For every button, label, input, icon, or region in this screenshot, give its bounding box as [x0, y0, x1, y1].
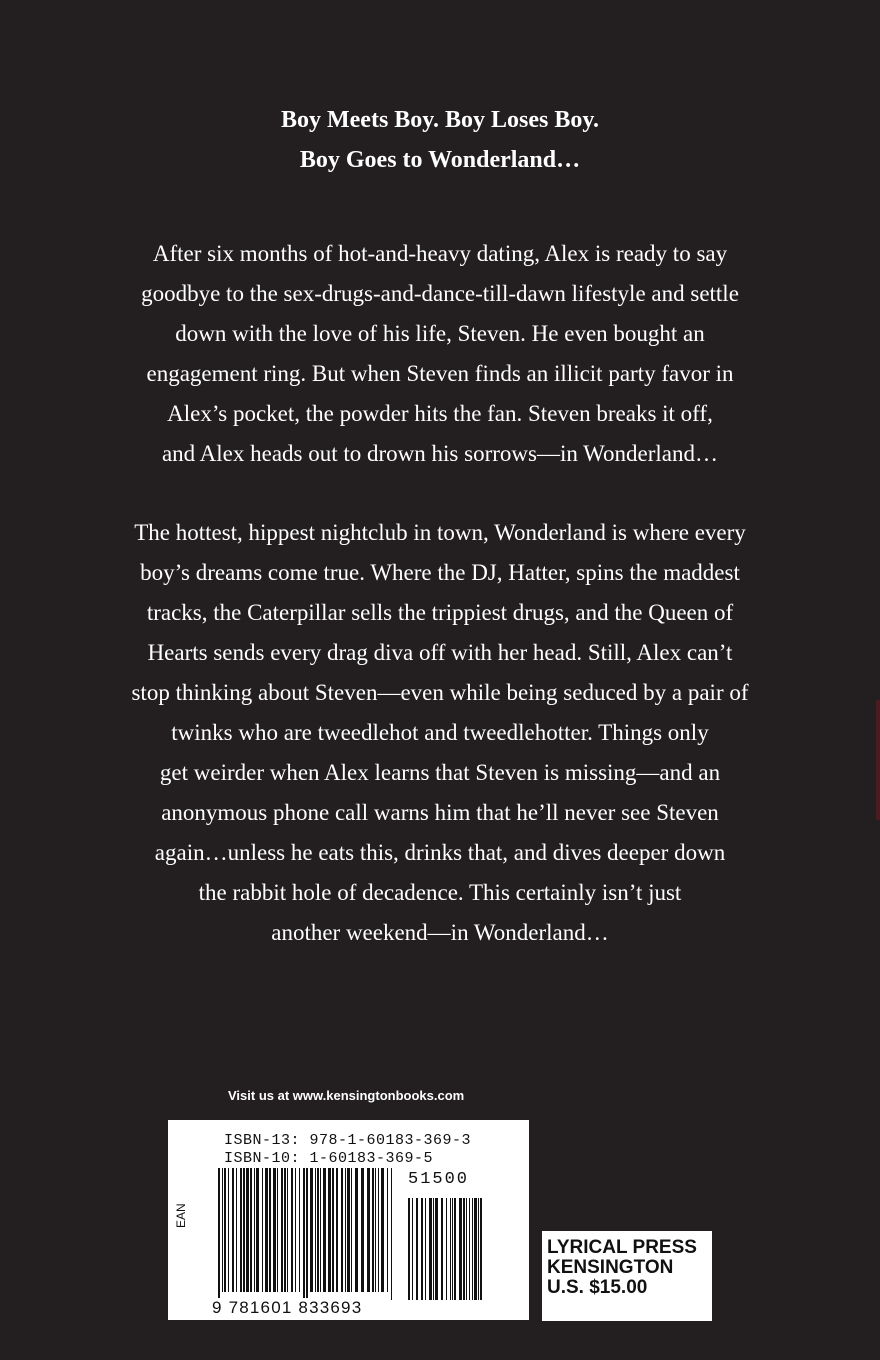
- blurb-line: After six months of hot-and-heavy dating, Alex is ready to say: [152, 241, 728, 266]
- blurb-paragraph-2: [0, 513, 880, 953]
- publisher-website: Visit us at www.kensingtonbooks.com: [228, 1088, 465, 1103]
- barcode-bar: [381, 1168, 384, 1292]
- addon-bar: [433, 1198, 434, 1300]
- retail-price: U.S. $15.00: [547, 1277, 648, 1298]
- isbn-13: ISBN-13: 978-1-60183-369-3: [224, 1132, 472, 1149]
- addon-bar: [446, 1198, 447, 1300]
- barcode-bar: [310, 1168, 313, 1292]
- tagline: [0, 100, 880, 180]
- barcode-bar: [281, 1168, 283, 1292]
- barcode-bar: [367, 1168, 370, 1292]
- blurb-line: again…unless he eats this, drinks that, and dives deeper down: [154, 840, 726, 865]
- barcode-bar: [287, 1168, 288, 1292]
- blurb-line: goodbye to the sex-drugs-and-dance-till-dawn lifestyle and settle: [141, 281, 739, 306]
- blurb-line: anonymous phone call warns him that he’ll never see Steven: [161, 800, 719, 825]
- barcode-bar: [347, 1168, 350, 1292]
- barcode-bar: [361, 1168, 364, 1292]
- barcode-bar: [391, 1168, 392, 1300]
- addon-bar: [474, 1198, 477, 1300]
- barcode-bar: [332, 1168, 334, 1292]
- barcode-bar: [222, 1168, 223, 1292]
- blurb-line: Hearts sends every drag diva off with her head. Still, Alex can’t: [147, 640, 733, 665]
- price-sticker: [542, 1231, 712, 1321]
- blurb-line: engagement ring. But when Steven finds an illicit party favor in: [146, 361, 734, 386]
- barcode-bar: [345, 1168, 346, 1292]
- barcode-bar: [291, 1168, 293, 1292]
- barcode-bar: [355, 1168, 358, 1292]
- addon-bar: [408, 1198, 410, 1300]
- blurb-line: the rabbit hole of decadence. This certainly isn’t just: [198, 880, 682, 905]
- addon-bar: [478, 1198, 479, 1300]
- barcode-bar: [378, 1168, 379, 1292]
- barcode-bar: [372, 1168, 374, 1292]
- barcode-bar: [269, 1168, 271, 1292]
- barcode-digits: 9 781601 833693: [212, 1298, 363, 1317]
- addon-bar: [429, 1198, 432, 1300]
- barcode-bar: [306, 1168, 308, 1300]
- barcode-bar: [299, 1168, 300, 1292]
- addon-bar: [416, 1198, 418, 1300]
- blurb-line: and Alex heads out to drown his sorrows—in Wonderland…: [161, 441, 719, 466]
- barcode-bar: [320, 1168, 321, 1292]
- addon-bar: [425, 1198, 426, 1300]
- blurb-line: tracks, the Caterpillar sells the trippiest drugs, and the Queen of: [146, 600, 734, 625]
- isbn-barcode: [168, 1120, 529, 1320]
- publisher-name: KENSINGTON: [547, 1257, 674, 1278]
- barcode-bar: [262, 1168, 263, 1292]
- blurb-paragraph-1: [0, 234, 880, 474]
- barcode-bar: [218, 1168, 220, 1300]
- barcode-bar: [243, 1168, 245, 1292]
- blurb-line: The hottest, hippest nightclub in town, Wonderland is where every: [134, 520, 746, 545]
- addon-bar: [469, 1198, 470, 1300]
- barcode-bar: [277, 1168, 278, 1292]
- barcode-bar: [387, 1168, 388, 1292]
- addon-bar: [454, 1198, 456, 1300]
- tagline-line: Boy Meets Boy. Boy Loses Boy.: [280, 107, 599, 133]
- addon-bar: [472, 1198, 473, 1300]
- blurb-line: stop thinking about Steven—even while being seduced by a pair of: [131, 680, 749, 705]
- addon-bar: [421, 1198, 423, 1300]
- price-code: 51500: [408, 1170, 470, 1189]
- addon-bar: [459, 1198, 462, 1300]
- blurb-line: boy’s dreams come true. Where the DJ, Hatter, spins the maddest: [140, 560, 740, 585]
- blurb-line: get weirder when Alex learns that Steven is missing—and an: [159, 760, 721, 785]
- publisher-imprint: LYRICAL PRESS: [547, 1237, 697, 1258]
- barcode-bar: [284, 1168, 286, 1292]
- barcode-bar: [236, 1168, 237, 1292]
- addon-bar: [441, 1198, 443, 1300]
- ean-label: EAN: [174, 1203, 188, 1228]
- tagline-line: Boy Goes to Wonderland…: [299, 147, 581, 173]
- barcode-bar: [341, 1168, 343, 1292]
- barcode-bar: [328, 1168, 331, 1292]
- addon-bar: [450, 1198, 451, 1300]
- barcode-bar: [315, 1168, 316, 1292]
- barcode-bar: [303, 1168, 305, 1300]
- barcode-bar: [250, 1168, 252, 1292]
- addon-bar: [463, 1198, 465, 1300]
- barcode-bar: [228, 1168, 229, 1292]
- barcode-bar: [317, 1168, 319, 1292]
- barcode-bar: [336, 1168, 338, 1292]
- addon-bar: [466, 1198, 467, 1300]
- barcode-bar: [246, 1168, 249, 1292]
- blurb-line: twinks who are tweedlehot and tweedlehotter. Things only: [171, 720, 709, 745]
- barcode-bar: [240, 1168, 242, 1292]
- barcode-bar: [256, 1168, 259, 1292]
- barcode-bar: [254, 1168, 255, 1292]
- addon-bar: [412, 1198, 413, 1300]
- blurb-line: down with the love of his life, Steven. He even bought an: [175, 321, 705, 346]
- barcode-bar: [232, 1168, 234, 1292]
- barcode-bar: [323, 1168, 326, 1292]
- barcode-bar: [265, 1168, 268, 1292]
- blurb-line: Alex’s pocket, the powder hits the fan. Steven breaks it off,: [167, 401, 713, 426]
- barcode-bar: [295, 1168, 296, 1292]
- barcode-bar: [224, 1168, 226, 1292]
- addon-bar: [452, 1198, 453, 1300]
- barcode-bar: [375, 1168, 376, 1292]
- barcode-bar: [273, 1168, 276, 1292]
- addon-bar: [435, 1198, 438, 1300]
- blurb-line: another weekend—in Wonderland…: [271, 920, 609, 945]
- barcode-bar: [351, 1168, 352, 1292]
- isbn-10: ISBN-10: 1-60183-369-5: [224, 1150, 434, 1167]
- addon-bar: [480, 1198, 482, 1300]
